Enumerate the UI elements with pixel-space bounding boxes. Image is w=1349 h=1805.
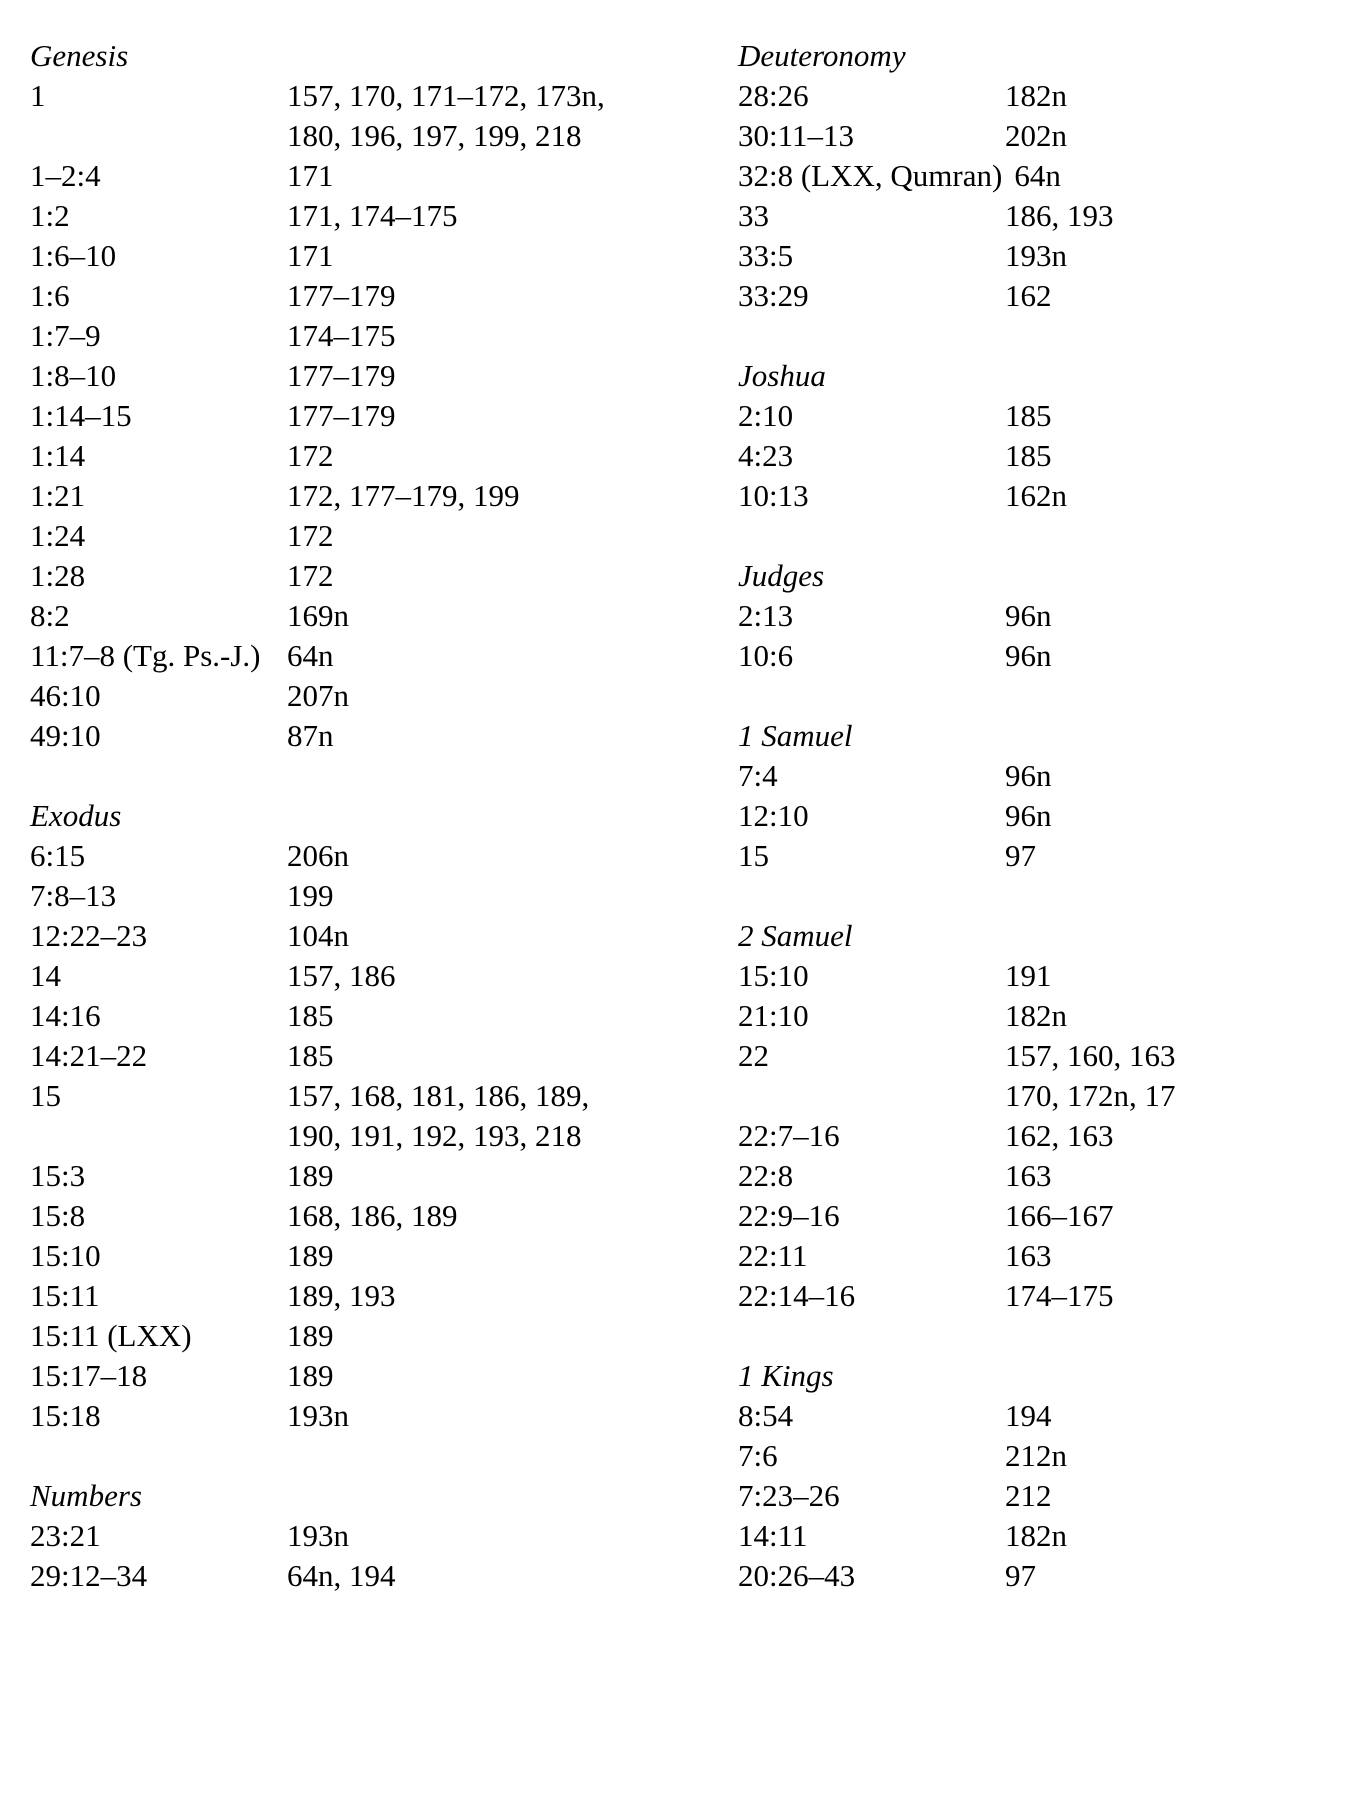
- index-entry: [738, 436, 1349, 476]
- verse-ref: 2:13: [738, 598, 794, 633]
- verse-ref: 15:10: [738, 958, 809, 993]
- index-entry: [30, 1316, 730, 1356]
- page-numbers: 162: [1005, 278, 1052, 313]
- page-numbers: 186, 193: [1005, 198, 1114, 233]
- verse-ref: 6:15: [30, 838, 86, 873]
- verse-ref: 15:3: [30, 1158, 86, 1193]
- index-entry: [738, 956, 1349, 996]
- verse-ref: 14:16: [30, 998, 101, 1033]
- page-numbers: 64n: [287, 638, 334, 673]
- page-numbers: 157, 170, 171–172, 173n,: [287, 78, 605, 113]
- verse-ref: 22:9–16: [738, 1198, 840, 1233]
- index-entry: [30, 156, 730, 196]
- verse-ref: 46:10: [30, 678, 101, 713]
- index-entry: [30, 1156, 730, 1196]
- page-numbers: 189: [287, 1158, 334, 1193]
- page-numbers: 174–175: [1005, 1278, 1114, 1313]
- book-title: 1 Kings: [738, 1358, 834, 1393]
- page-numbers: 189, 193: [287, 1278, 396, 1313]
- index-entry: [30, 1356, 730, 1396]
- verse-ref: 15:8: [30, 1198, 86, 1233]
- index-entry: [30, 916, 730, 956]
- index-entry: [30, 516, 730, 556]
- index-entry: [738, 116, 1349, 156]
- book-section-numbers: [30, 1476, 730, 1596]
- index-entry: [30, 236, 730, 276]
- verse-ref: 7:4: [738, 758, 778, 793]
- page-numbers: 180, 196, 197, 199, 218: [287, 118, 582, 153]
- index-entry: [738, 1436, 1349, 1476]
- verse-ref: 1:6: [30, 278, 70, 313]
- page-numbers: 162n: [1005, 478, 1067, 513]
- page-numbers: 182n: [1005, 998, 1067, 1033]
- page-numbers: 191: [1005, 958, 1052, 993]
- page-numbers: 96n: [1005, 638, 1052, 673]
- page-numbers: 96n: [1005, 798, 1052, 833]
- page-numbers: 172: [287, 438, 334, 473]
- verse-ref: 15:18: [30, 1398, 101, 1433]
- verse-ref: 22:8: [738, 1158, 794, 1193]
- page-numbers: 207n: [287, 678, 349, 713]
- index-entry: [738, 76, 1349, 116]
- verse-ref: 15: [738, 838, 769, 873]
- verse-ref: 33:29: [738, 278, 809, 313]
- page-numbers: 172, 177–179, 199: [287, 478, 520, 513]
- index-entry: [738, 636, 1349, 676]
- index-entry: [30, 196, 730, 236]
- page-numbers: 87n: [287, 718, 334, 753]
- verse-ref: 8:2: [30, 598, 70, 633]
- page-numbers: 174–175: [287, 318, 396, 353]
- index-entry: [738, 1236, 1349, 1276]
- verse-ref: 30:11–13: [738, 118, 854, 153]
- verse-ref: 4:23: [738, 438, 794, 473]
- page-numbers: 182n: [1005, 1518, 1067, 1553]
- verse-ref: 15:10: [30, 1238, 101, 1273]
- verse-ref: 1:14–15: [30, 398, 132, 433]
- book-title: Judges: [738, 558, 825, 593]
- page-numbers: 212n: [1005, 1438, 1067, 1473]
- index-entry: [30, 116, 730, 156]
- book-section-deuteronomy: [738, 36, 1349, 316]
- index-entry: [738, 836, 1349, 876]
- verse-ref: 10:6: [738, 638, 794, 673]
- page-numbers: 96n: [1005, 758, 1052, 793]
- verse-ref: 28:26: [738, 78, 809, 113]
- verse-ref: 1–2:4: [30, 158, 101, 193]
- page-numbers: 96n: [1005, 598, 1052, 633]
- book-title: Genesis: [30, 38, 129, 73]
- page-numbers: 170, 172n, 17: [1005, 1078, 1176, 1113]
- index-entry: [738, 796, 1349, 836]
- book-section-exodus: [30, 796, 730, 1436]
- index-entry: [30, 276, 730, 316]
- verse-ref: 14:11: [738, 1518, 808, 1553]
- verse-ref: 33: [738, 198, 769, 233]
- page-numbers: 157, 168, 181, 186, 189,: [287, 1078, 590, 1113]
- index-entry: [738, 1516, 1349, 1556]
- index-entry: [30, 996, 730, 1036]
- index-entry: [738, 1076, 1349, 1116]
- verse-ref: 29:12–34: [30, 1558, 148, 1593]
- page-numbers: 157, 160, 163: [1005, 1038, 1176, 1073]
- index-entry: [30, 476, 730, 516]
- index-entry: [30, 1196, 730, 1236]
- verse-ref: 10:13: [738, 478, 809, 513]
- index-entry: [738, 196, 1349, 236]
- verse-ref: 11:7–8 (Tg. Ps.-J.): [30, 638, 261, 673]
- page-numbers: 193n: [1005, 238, 1067, 273]
- index-entry: [30, 596, 730, 636]
- verse-ref: 15: [30, 1078, 61, 1113]
- index-entry: [738, 1276, 1349, 1316]
- page-numbers: 193n: [287, 1398, 349, 1433]
- book-section-joshua: [738, 356, 1349, 516]
- verse-ref: 7:6: [738, 1438, 778, 1473]
- verse-ref: 15:11 (LXX): [30, 1318, 192, 1353]
- verse-ref: 21:10: [738, 998, 809, 1033]
- page-numbers: 189: [287, 1238, 334, 1273]
- verse-ref: 1:7–9: [30, 318, 101, 353]
- index-entry: [738, 1116, 1349, 1156]
- verse-ref: 1:6–10: [30, 238, 117, 273]
- page-numbers: 157, 186: [287, 958, 396, 993]
- index-entry: [30, 76, 730, 116]
- index-entry: [738, 396, 1349, 436]
- verse-ref: 22:11: [738, 1238, 808, 1273]
- index-column-right: [738, 36, 1349, 1596]
- page-numbers: 189: [287, 1318, 334, 1353]
- book-section-2-samuel: [738, 916, 1349, 1316]
- verse-ref: 1:28: [30, 558, 86, 593]
- book-section-1-samuel: [738, 716, 1349, 876]
- page-numbers: 171: [287, 238, 334, 273]
- index-entry: [738, 1556, 1349, 1596]
- page-numbers: 166–167: [1005, 1198, 1114, 1233]
- index-entry: [30, 396, 730, 436]
- index-entry: [738, 996, 1349, 1036]
- index-entry: [30, 636, 730, 676]
- index-entry: [30, 556, 730, 596]
- verse-ref: 23:21: [30, 1518, 101, 1553]
- verse-ref: 2:10: [738, 398, 794, 433]
- page-numbers: 172: [287, 558, 334, 593]
- index-entry: [30, 1556, 730, 1596]
- book-title: Deuteronomy: [738, 38, 906, 73]
- page-numbers: 163: [1005, 1238, 1052, 1273]
- verse-ref: 1: [30, 78, 46, 113]
- verse-ref: 7:8–13: [30, 878, 117, 913]
- index-entry: [738, 276, 1349, 316]
- book-title: Exodus: [30, 798, 122, 833]
- verse-ref: 22:7–16: [738, 1118, 840, 1153]
- verse-ref: 1:24: [30, 518, 86, 553]
- verse-ref: 22: [738, 1038, 769, 1073]
- book-title: Joshua: [738, 358, 826, 393]
- verse-ref: 1:21: [30, 478, 86, 513]
- index-entry: [30, 1516, 730, 1556]
- verse-ref: 15:17–18: [30, 1358, 148, 1393]
- page-numbers: 212: [1005, 1478, 1052, 1513]
- page-numbers: 171, 174–175: [287, 198, 458, 233]
- book-section-genesis: [30, 36, 730, 756]
- index-entry: [30, 716, 730, 756]
- page-numbers: 190, 191, 192, 193, 218: [287, 1118, 582, 1153]
- page-numbers: 182n: [1005, 78, 1067, 113]
- verse-ref: 49:10: [30, 718, 101, 753]
- book-title: Numbers: [30, 1478, 142, 1513]
- page-numbers: 185: [1005, 398, 1052, 433]
- page-numbers: 185: [1005, 438, 1052, 473]
- verse-ref: 12:22–23: [30, 918, 148, 953]
- index-column-left: [30, 36, 730, 1596]
- verse-ref: 8:54: [738, 1398, 794, 1433]
- verse-ref: 32:8 (LXX, Qumran): [738, 158, 1003, 193]
- index-entry: [30, 436, 730, 476]
- page-numbers: 177–179: [287, 398, 396, 433]
- page-numbers: 194: [1005, 1398, 1052, 1433]
- page-numbers: 162, 163: [1005, 1118, 1114, 1153]
- verse-ref: 7:23–26: [738, 1478, 840, 1513]
- page-numbers: 185: [287, 1038, 334, 1073]
- index-entry: [30, 356, 730, 396]
- book-section-1-kings: [738, 1356, 1349, 1596]
- index-entry: [30, 316, 730, 356]
- verse-ref: 15:11: [30, 1278, 100, 1313]
- verse-ref: 14:21–22: [30, 1038, 148, 1073]
- index-entry: [30, 1116, 730, 1156]
- index-entry: [30, 836, 730, 876]
- book-section-judges: [738, 556, 1349, 676]
- page-numbers: 97: [1005, 1558, 1036, 1593]
- page-numbers: 202n: [1005, 118, 1067, 153]
- index-entry: [738, 596, 1349, 636]
- verse-ref: 12:10: [738, 798, 809, 833]
- index-entry: [30, 1236, 730, 1276]
- index-entry: [738, 1396, 1349, 1436]
- index-entry: [30, 956, 730, 996]
- page-numbers: 199: [287, 878, 334, 913]
- index-entry: [738, 1476, 1349, 1516]
- index-entry: [738, 1036, 1349, 1076]
- index-entry: [30, 1396, 730, 1436]
- book-title: 1 Samuel: [738, 718, 853, 753]
- page-numbers: 168, 186, 189: [287, 1198, 458, 1233]
- page-numbers: 163: [1005, 1158, 1052, 1193]
- index-entry: [30, 1036, 730, 1076]
- page-numbers: 169n: [287, 598, 349, 633]
- index-entry: [30, 1276, 730, 1316]
- page-numbers: 185: [287, 998, 334, 1033]
- page-numbers: 171: [287, 158, 334, 193]
- index-entry: [30, 676, 730, 716]
- page-numbers: 64n: [1014, 158, 1061, 193]
- index-entry: [738, 476, 1349, 516]
- page-numbers: 172: [287, 518, 334, 553]
- verse-ref: 1:2: [30, 198, 70, 233]
- index-entry: [30, 1076, 730, 1116]
- verse-ref: 22:14–16: [738, 1278, 856, 1313]
- index-entry: [738, 1156, 1349, 1196]
- verse-ref: 20:26–43: [738, 1558, 856, 1593]
- page-numbers: 189: [287, 1358, 334, 1393]
- index-entry: [738, 156, 1349, 196]
- verse-ref: 1:8–10: [30, 358, 117, 393]
- verse-ref: 14: [30, 958, 61, 993]
- page-numbers: 97: [1005, 838, 1036, 873]
- verse-ref: 1:14: [30, 438, 86, 473]
- verse-ref: 33:5: [738, 238, 794, 273]
- book-title: 2 Samuel: [738, 918, 853, 953]
- page-numbers: 64n, 194: [287, 1558, 396, 1593]
- page-numbers: 177–179: [287, 358, 396, 393]
- page-numbers: 193n: [287, 1518, 349, 1553]
- index-entry: [738, 756, 1349, 796]
- index-entry: [30, 876, 730, 916]
- page-numbers: 206n: [287, 838, 349, 873]
- page-numbers: 177–179: [287, 278, 396, 313]
- page-numbers: 104n: [287, 918, 349, 953]
- index-entry: [738, 1196, 1349, 1236]
- index-entry: [738, 236, 1349, 276]
